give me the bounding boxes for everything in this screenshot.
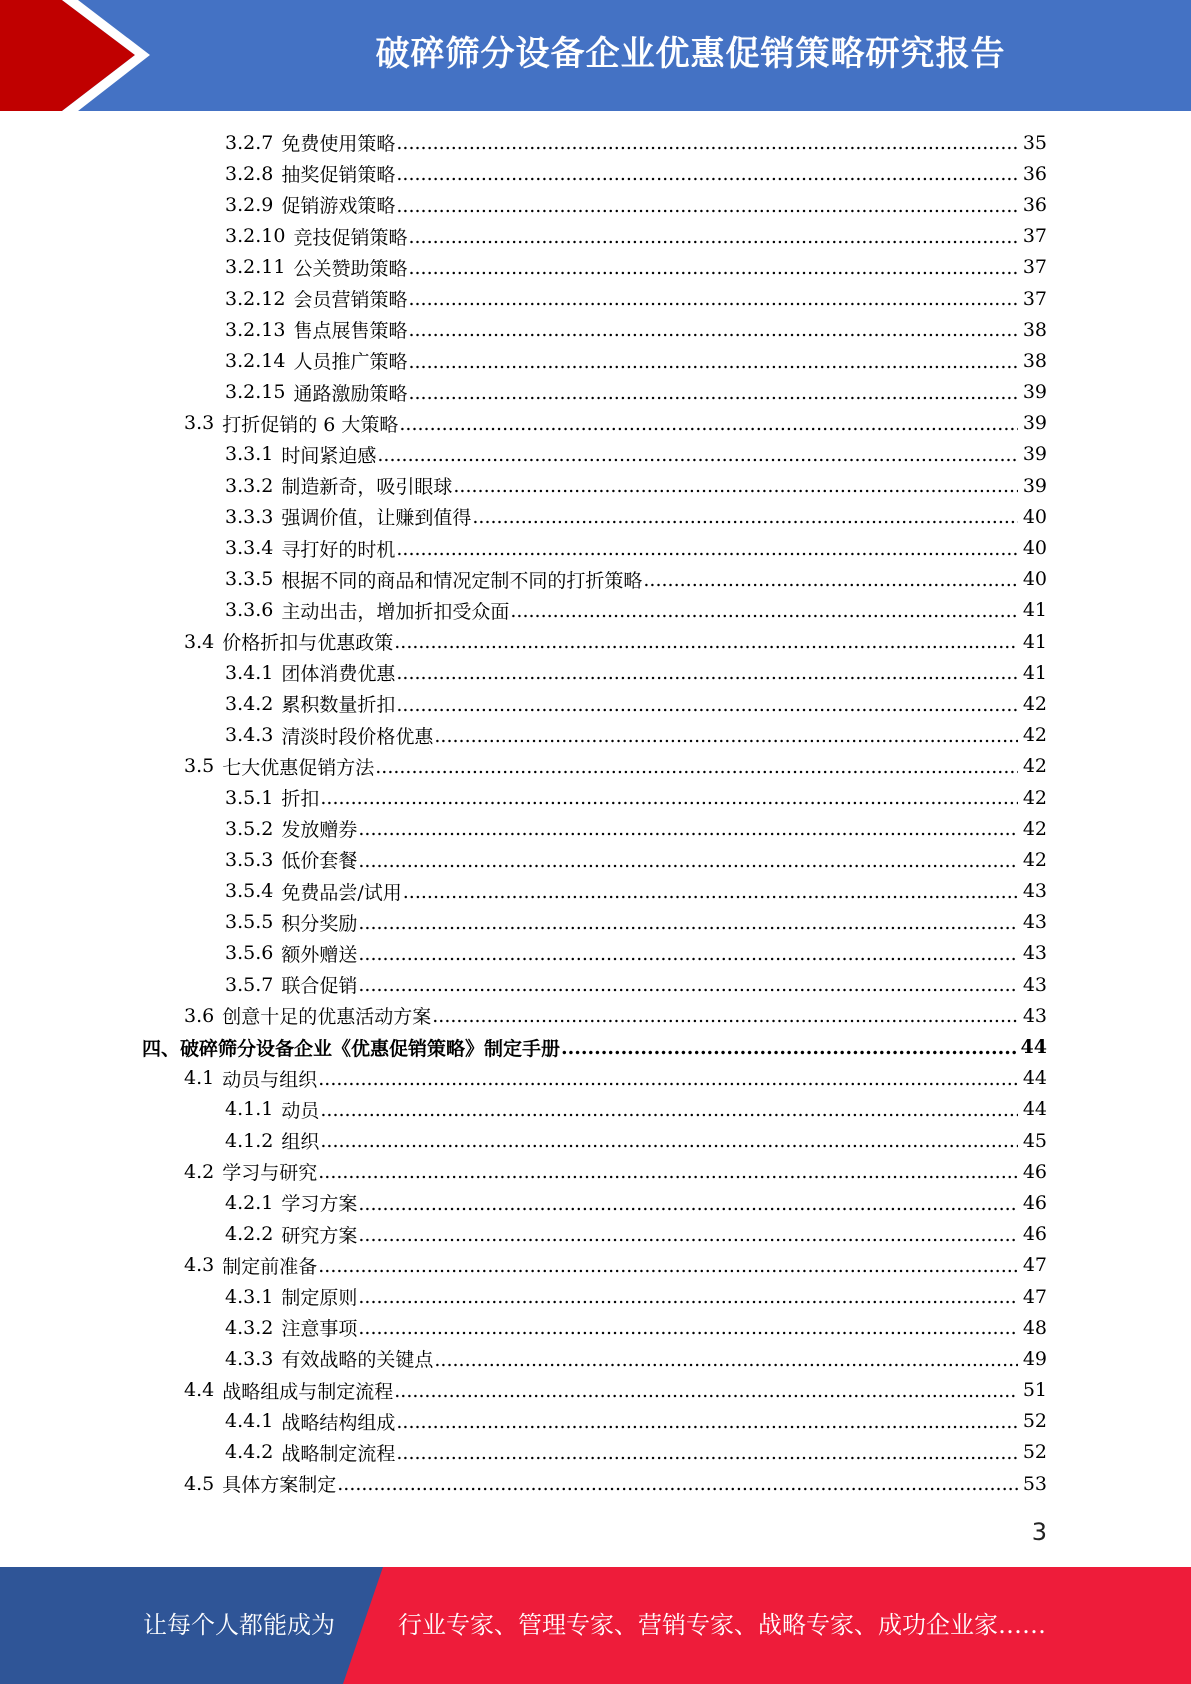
toc-entry-title: 强调价值，让赚到值得	[281, 507, 472, 530]
toc-entry-number: 3.5.1	[225, 786, 274, 809]
toc-dot-leader	[472, 508, 1018, 532]
toc-entry-page: 49	[1022, 1347, 1047, 1370]
toc-entry-title: 创意十足的优惠活动方案	[222, 1006, 432, 1029]
toc-entry-page: 42	[1022, 786, 1047, 809]
toc-entry-page: 42	[1022, 848, 1047, 871]
toc-entry[interactable]	[0, 1250, 1191, 1281]
toc-entry-number: 4.3	[184, 1254, 215, 1277]
toc-entry-page: 36	[1022, 193, 1047, 216]
toc-dot-leader	[358, 1226, 1018, 1250]
toc-dot-leader	[408, 228, 1018, 252]
toc-entry-title: 累积数量折扣	[281, 694, 396, 717]
toc-entry-page: 43	[1022, 1004, 1047, 1027]
toc-entry-page: 39	[1022, 443, 1047, 466]
toc-entry-number: 3.2.11	[225, 256, 286, 279]
toc-entry[interactable]	[0, 1219, 1191, 1250]
toc-entry-title: 竞技促销策略	[293, 226, 408, 249]
toc-entry-title: 会员营销策略	[293, 289, 408, 312]
toc-entry-title: 抽奖促销策略	[281, 164, 396, 187]
toc-entry-number: 3.2.14	[225, 349, 286, 372]
toc-entry-page: 43	[1022, 880, 1047, 903]
toc-entry[interactable]	[0, 1406, 1191, 1437]
toc-entry-title: 破碎筛分设备企业《优惠促销策略》制定手册	[180, 1037, 561, 1060]
toc-entry[interactable]	[0, 1437, 1191, 1468]
toc-dot-leader	[561, 1039, 1018, 1063]
toc-entry[interactable]	[0, 626, 1191, 657]
toc-entry-title: 制定原则	[281, 1287, 358, 1310]
toc-entry-page: 43	[1022, 911, 1047, 934]
toc-dot-leader	[337, 1475, 1018, 1499]
toc-entry-number: 4.2.1	[225, 1191, 274, 1214]
toc-entry[interactable]	[0, 158, 1191, 189]
toc-entry-number: 3.2.13	[225, 318, 286, 341]
toc-entry-page: 40	[1022, 505, 1047, 528]
toc-dot-leader	[408, 384, 1018, 408]
toc-entry-page: 43	[1022, 942, 1047, 965]
toc-entry-page: 43	[1022, 973, 1047, 996]
toc-entry-title: 发放赠券	[281, 819, 358, 842]
toc-dot-leader	[396, 1444, 1018, 1468]
toc-entry-page: 53	[1022, 1472, 1047, 1495]
toc-dot-leader	[434, 727, 1018, 751]
toc-entry-number: 4.3.3	[225, 1347, 274, 1370]
toc-dot-leader	[320, 1101, 1018, 1125]
toc-entry-number: 4.3.2	[225, 1316, 274, 1339]
toc-dot-leader	[408, 290, 1018, 314]
toc-entry-number: 3.4.1	[225, 661, 274, 684]
toc-entry[interactable]	[0, 751, 1191, 782]
toc-dot-leader	[510, 602, 1018, 626]
toc-dot-leader	[643, 571, 1018, 595]
toc-entry[interactable]	[0, 938, 1191, 969]
toc-dot-leader	[453, 477, 1018, 501]
toc-entry-page: 47	[1022, 1285, 1047, 1308]
toc-entry-number: 四、	[142, 1037, 181, 1060]
toc-entry-page: 44	[1022, 1067, 1047, 1090]
toc-dot-leader	[358, 820, 1018, 844]
toc-entry-number: 3.2.9	[225, 193, 274, 216]
toc-entry-page: 42	[1022, 755, 1047, 778]
toc-entry[interactable]	[0, 1343, 1191, 1374]
toc-entry-page: 46	[1022, 1160, 1047, 1183]
toc-entry[interactable]	[0, 595, 1191, 626]
toc-entry-number: 3.3.5	[225, 568, 274, 591]
toc-entry-title: 折扣	[281, 788, 320, 811]
toc-entry-page: 39	[1022, 381, 1047, 404]
toc-dot-leader	[358, 1195, 1018, 1219]
toc-entry[interactable]	[0, 1125, 1191, 1156]
toc-entry-page: 47	[1022, 1254, 1047, 1277]
toc-entry-page: 42	[1022, 724, 1047, 747]
toc-entry[interactable]	[0, 1468, 1191, 1499]
toc-entry-number: 3.5.7	[225, 973, 274, 996]
toc-entry-title: 售点展售策略	[293, 320, 408, 343]
toc-entry-number: 3.5.6	[225, 942, 274, 965]
toc-entry-title: 通路激励策略	[293, 382, 408, 405]
toc-dot-leader	[408, 353, 1018, 377]
toc-entry-page: 39	[1022, 474, 1047, 497]
toc-entry-number: 3.2.15	[225, 381, 286, 404]
toc-entry-page: 39	[1022, 412, 1047, 435]
toc-entry[interactable]	[0, 439, 1191, 470]
toc-entry-page: 38	[1022, 318, 1047, 341]
toc-entry-number: 4.1	[184, 1067, 215, 1090]
toc-entry-number: 3.6	[184, 1004, 215, 1027]
toc-dot-leader	[432, 1007, 1018, 1031]
footer-slogan-right: 行业专家、管理专家、营销专家、战略专家、成功企业家……	[398, 1611, 1046, 1639]
toc-entry-number: 4.4.2	[225, 1441, 274, 1464]
toc-dot-leader	[358, 976, 1018, 1000]
toc-entry[interactable]	[0, 1156, 1191, 1187]
toc-entry-title: 低价套餐	[281, 850, 358, 873]
page-number: 3	[1031, 1518, 1047, 1546]
toc-entry-title: 学习与研究	[222, 1162, 318, 1185]
toc-entry[interactable]	[0, 1281, 1191, 1312]
toc-entry-page: 51	[1022, 1379, 1047, 1402]
toc-entry-page: 41	[1022, 661, 1047, 684]
toc-entry-page: 37	[1022, 225, 1047, 248]
toc-dot-leader	[358, 1288, 1018, 1312]
toc-entry-number: 4.5	[184, 1472, 215, 1495]
table-of-contents	[0, 127, 1191, 1499]
toc-entry[interactable]	[0, 969, 1191, 1000]
toc-entry-title: 免费品尝/试用	[281, 881, 402, 904]
toc-entry-title: 团体消费优惠	[281, 663, 396, 686]
toc-dot-leader	[358, 852, 1018, 876]
toc-entry-title: 动员与组织	[222, 1068, 318, 1091]
toc-entry-number: 3.2.10	[225, 225, 286, 248]
toc-entry-title: 组织	[281, 1131, 320, 1154]
toc-entry-title: 动员	[281, 1099, 320, 1122]
toc-entry-title: 人员推广策略	[293, 351, 408, 374]
toc-entry-page: 37	[1022, 256, 1047, 279]
footer-slogan-left: 让每个人都能成为	[143, 1611, 335, 1639]
toc-dot-leader	[318, 1070, 1018, 1094]
toc-entry[interactable]	[0, 782, 1191, 813]
toc-dot-leader	[403, 883, 1018, 907]
toc-entry-title: 积分奖励	[281, 912, 358, 935]
toc-dot-leader	[358, 945, 1018, 969]
toc-entry-number: 3.3	[184, 412, 215, 435]
toc-entry-title: 战略组成与制定流程	[222, 1380, 394, 1403]
toc-entry-number: 3.3.6	[225, 599, 274, 622]
toc-entry-title: 额外赠送	[281, 943, 358, 966]
toc-entry-title: 价格折扣与优惠政策	[222, 632, 394, 655]
toc-entry[interactable]	[0, 345, 1191, 376]
toc-entry-page: 40	[1022, 537, 1047, 560]
toc-entry-number: 3.2.7	[225, 131, 274, 154]
toc-entry-page: 46	[1022, 1223, 1047, 1246]
toc-dot-leader	[396, 134, 1018, 158]
toc-entry-number: 3.3.3	[225, 505, 274, 528]
toc-entry-page: 42	[1022, 817, 1047, 840]
toc-entry-title: 战略结构组成	[281, 1411, 396, 1434]
toc-entry-number: 3.2.12	[225, 287, 286, 310]
toc-entry[interactable]	[0, 1094, 1191, 1125]
toc-entry-page: 52	[1022, 1441, 1047, 1464]
toc-entry-title: 根据不同的商品和情况定制不同的打折策略	[281, 569, 643, 592]
toc-dot-leader	[434, 1351, 1018, 1375]
toc-entry-number: 4.4	[184, 1379, 215, 1402]
toc-entry-title: 寻打好的时机	[281, 538, 396, 561]
toc-entry-title: 联合促销	[281, 975, 358, 998]
toc-entry-page: 48	[1022, 1316, 1047, 1339]
toc-entry[interactable]	[0, 657, 1191, 688]
toc-entry-title: 制定前准备	[222, 1255, 318, 1278]
toc-entry[interactable]	[0, 1000, 1191, 1031]
toc-dot-leader	[358, 914, 1018, 938]
toc-entry-page: 35	[1022, 131, 1047, 154]
toc-entry-title: 七大优惠促销方法	[222, 756, 375, 779]
toc-dot-leader	[408, 259, 1018, 283]
toc-entry-number: 3.5.4	[225, 880, 274, 903]
page-header	[0, 0, 1191, 111]
toc-dot-leader	[320, 789, 1018, 813]
toc-entry-title: 时间紧迫感	[281, 444, 377, 467]
toc-dot-leader	[396, 1413, 1018, 1437]
toc-entry-title: 注意事项	[281, 1318, 358, 1341]
toc-entry-number: 3.4	[184, 630, 215, 653]
toc-entry-number: 3.5	[184, 755, 215, 778]
toc-entry-number: 4.2.2	[225, 1223, 274, 1246]
toc-entry-title: 免费使用策略	[281, 133, 396, 156]
toc-entry[interactable]	[0, 1063, 1191, 1094]
toc-entry-title: 促销游戏策略	[281, 195, 396, 218]
toc-entry-title: 打折促销的 6 大策略	[222, 413, 399, 436]
toc-entry[interactable]	[0, 720, 1191, 751]
toc-entry-title: 制造新奇，吸引眼球	[281, 476, 453, 499]
toc-entry-number: 4.1.1	[225, 1098, 274, 1121]
toc-entry-number: 3.3.2	[225, 474, 274, 497]
toc-entry-number: 4.3.1	[225, 1285, 274, 1308]
page-footer	[0, 1567, 1191, 1684]
toc-entry-title: 研究方案	[281, 1224, 358, 1247]
toc-entry-title: 主动出击，增加折扣受众面	[281, 600, 510, 623]
toc-entry-number: 3.3.4	[225, 537, 274, 560]
toc-dot-leader	[399, 415, 1018, 439]
toc-entry-page: 40	[1022, 568, 1047, 591]
toc-dot-leader	[377, 446, 1018, 470]
toc-entry[interactable]	[0, 907, 1191, 938]
toc-entry-page: 41	[1022, 630, 1047, 653]
toc-dot-leader	[375, 758, 1018, 782]
toc-entry[interactable]	[0, 252, 1191, 283]
toc-entry-page: 44	[1022, 1098, 1047, 1121]
toc-entry[interactable]	[0, 1187, 1191, 1218]
toc-entry-number: 3.5.3	[225, 848, 274, 871]
toc-entry[interactable]	[0, 470, 1191, 501]
toc-entry-title: 战略制定流程	[281, 1442, 396, 1465]
toc-dot-leader	[396, 696, 1018, 720]
toc-entry-title: 具体方案制定	[222, 1474, 337, 1497]
toc-entry[interactable]	[0, 221, 1191, 252]
toc-entry[interactable]	[0, 532, 1191, 563]
toc-entry[interactable]	[0, 1312, 1191, 1343]
toc-entry-title: 有效战略的关键点	[281, 1349, 434, 1372]
toc-entry[interactable]	[0, 501, 1191, 532]
toc-entry[interactable]	[0, 844, 1191, 875]
toc-dot-leader	[394, 1382, 1018, 1406]
toc-entry[interactable]	[0, 314, 1191, 345]
toc-entry-title: 学习方案	[281, 1193, 358, 1216]
toc-entry[interactable]	[0, 408, 1191, 439]
toc-dot-leader	[396, 165, 1018, 189]
report-title: 破碎筛分设备企业优惠促销策略研究报告	[375, 34, 1006, 74]
toc-entry-page: 44	[1020, 1036, 1047, 1059]
toc-entry-page: 36	[1022, 162, 1047, 185]
toc-entry-page: 46	[1022, 1191, 1047, 1214]
toc-entry[interactable]	[0, 564, 1191, 595]
toc-entry-number: 3.2.8	[225, 162, 274, 185]
toc-entry[interactable]	[0, 1031, 1191, 1062]
toc-entry[interactable]	[0, 688, 1191, 719]
toc-dot-leader	[394, 633, 1018, 657]
toc-entry-number: 4.1.2	[225, 1129, 274, 1152]
toc-dot-leader	[396, 197, 1018, 221]
toc-dot-leader	[318, 1257, 1018, 1281]
toc-entry-page: 42	[1022, 692, 1047, 715]
toc-entry-title: 清淡时段价格优惠	[281, 725, 434, 748]
toc-entry[interactable]	[0, 813, 1191, 844]
toc-entry[interactable]	[0, 1375, 1191, 1406]
toc-entry-number: 3.5.2	[225, 817, 274, 840]
toc-dot-leader	[408, 321, 1018, 345]
toc-entry[interactable]	[0, 283, 1191, 314]
toc-entry-page: 45	[1022, 1129, 1047, 1152]
toc-entry-number: 3.4.2	[225, 692, 274, 715]
toc-entry[interactable]	[0, 876, 1191, 907]
toc-dot-leader	[358, 1319, 1018, 1343]
toc-dot-leader	[396, 664, 1018, 688]
toc-entry-number: 3.3.1	[225, 443, 274, 466]
toc-entry-number: 4.4.1	[225, 1410, 274, 1433]
toc-entry-page: 41	[1022, 599, 1047, 622]
toc-entry-number: 3.5.5	[225, 911, 274, 934]
toc-entry-number: 4.2	[184, 1160, 215, 1183]
toc-dot-leader	[396, 540, 1018, 564]
toc-entry-page: 38	[1022, 349, 1047, 372]
toc-entry-page: 37	[1022, 287, 1047, 310]
toc-entry-page: 52	[1022, 1410, 1047, 1433]
toc-dot-leader	[318, 1163, 1018, 1187]
toc-entry[interactable]	[0, 127, 1191, 158]
header-arrow-decoration	[0, 0, 160, 111]
toc-entry[interactable]	[0, 189, 1191, 220]
toc-entry-title: 公关赞助策略	[293, 257, 408, 280]
toc-dot-leader	[320, 1132, 1018, 1156]
toc-entry-number: 3.4.3	[225, 724, 274, 747]
toc-entry[interactable]	[0, 377, 1191, 408]
